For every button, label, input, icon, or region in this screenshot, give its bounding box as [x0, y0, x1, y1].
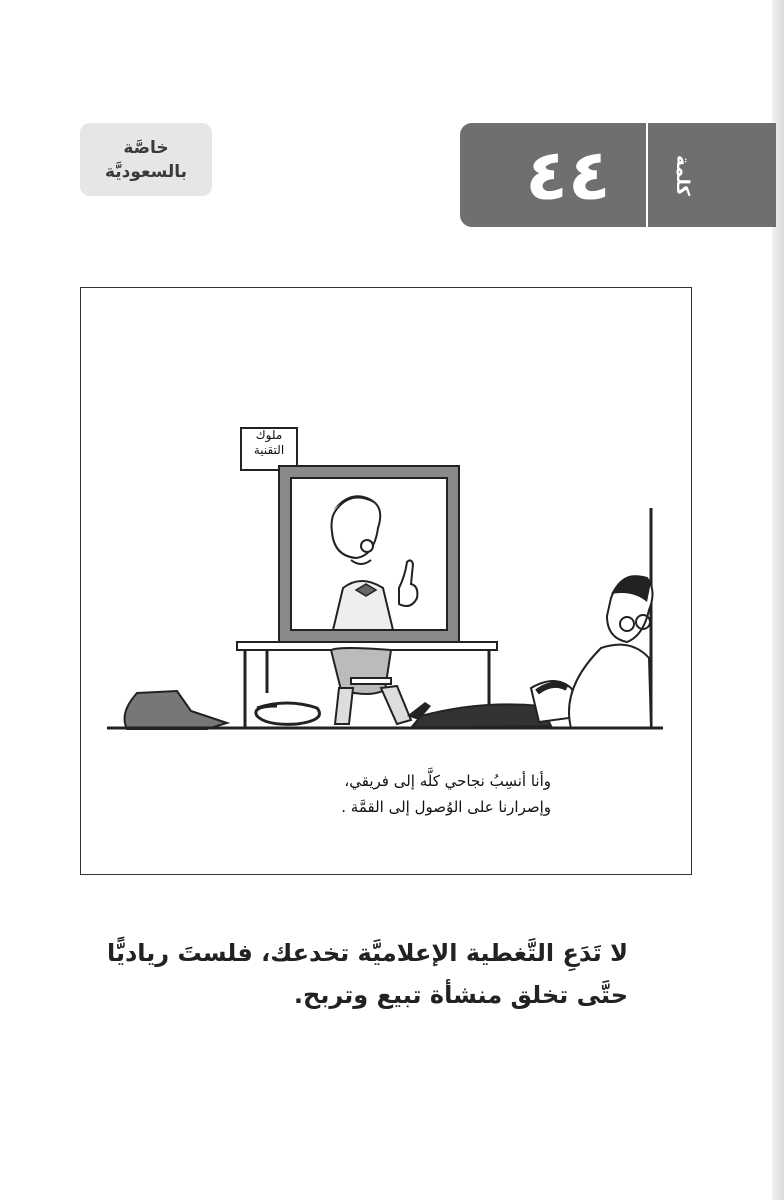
header-vertical-label	[662, 131, 702, 219]
cable-coil	[256, 703, 320, 724]
wall-sign-text	[239, 428, 299, 458]
body-line-2: حتَّى تخلق منشأة تبيع وتربح.	[293, 981, 628, 1009]
sitting-man	[569, 508, 653, 728]
caption-line-1: وأنا أنسِبُ نجاحي كلَّه إلى فريقي،	[344, 772, 551, 790]
broken-object	[125, 691, 227, 729]
body-paragraph	[100, 932, 628, 1016]
header-divider	[646, 123, 648, 227]
header-vertical-label-text: كلمة	[671, 154, 693, 196]
page-number: ٤٤	[525, 134, 611, 216]
page-number-header	[460, 123, 776, 227]
body-line-1: لا تَدَعِ التَّغطية الإعلاميَّة تخدعك، فلستَ رياديًّا	[106, 939, 628, 967]
wall-sign-line-1: ملوك	[255, 428, 283, 442]
lying-man	[407, 681, 576, 728]
cartoon-panel	[80, 287, 692, 875]
saudi-exclusive-badge	[80, 123, 212, 196]
badge-line-2: بالسعوديَّة	[104, 161, 188, 182]
cartoon-caption	[211, 768, 551, 820]
presenter-legs	[331, 648, 411, 724]
wall-sign-line-2: التقنية	[253, 443, 285, 457]
caption-line-2: وإصرارنا على الوُصول إلى القمَّة .	[341, 798, 551, 816]
badge-line-1: خاصَّة	[123, 137, 169, 158]
